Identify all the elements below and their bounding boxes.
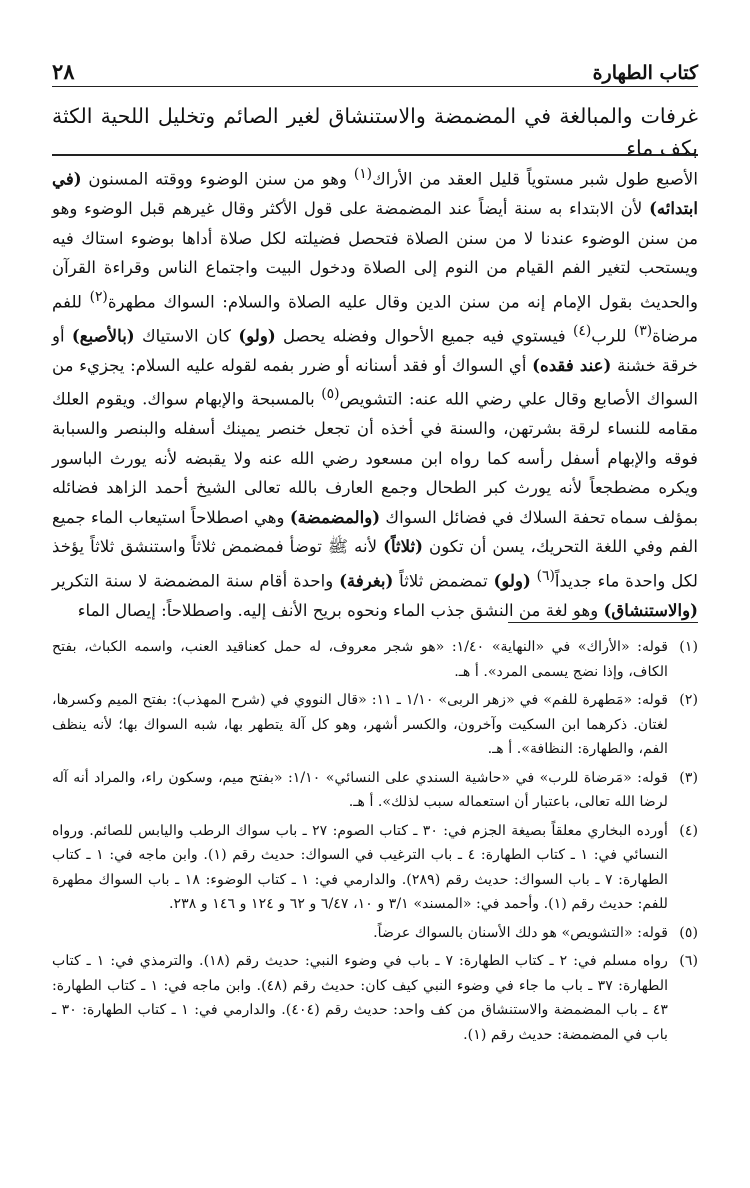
footnote: [52, 949, 698, 1047]
footnote-number: (٤): [679, 822, 698, 839]
commentary-bold: (ولو): [238, 325, 276, 346]
footnote-number: (٣): [679, 769, 698, 786]
footnote-text: قوله: «الأراك» في «النهاية» ١/٤٠: «هو شجر معروف، له حمل كعناقيد العنب، واسمه الكباث، بفتح الكاف، وإذا نضج يسمى المرد». أ هـ.: [52, 639, 669, 680]
footnote-number: (١): [679, 639, 698, 655]
footnotes-section: [52, 622, 698, 1051]
footnote-ref: (٥): [321, 386, 340, 403]
commentary-text: [52, 160, 698, 625]
commentary-bold: (عند فقده): [532, 354, 612, 375]
footnote: [52, 819, 698, 917]
commentary-bold: (ولو): [493, 570, 531, 591]
commentary-bold: (بغرفة): [339, 570, 394, 591]
commentary-bold: (والمضمضة): [289, 506, 381, 527]
footnote: [52, 635, 698, 684]
footnote-ref: (٦): [536, 567, 555, 584]
commentary-segment: وهو لغة من النشق جذب الماء ونحوه بريح الأنف إليه. واصطلاحاً: إيصال الماء: [77, 600, 604, 620]
commentary-bold: (بالأصبع): [71, 325, 135, 346]
footnote-ref: (٢): [89, 288, 108, 305]
commentary-segment: لأن الابتداء به سنة أيضاً عند المضمضة على قول الأكثر وقال غيرهم قبل الوضوء وهو من سنن الوضوء عندنا لا من سنن الصلاة فتحصل فضيلته لكل صلاة أداها بوضوء استاك فيه ويستحب لتغير الفم القيام من النوم إلى الصلاة ودخول البيت واجتماع الناس وقراءة القرآن والحديث بقول الإمام إنه من سنن الدين وقال عليه الصلاة والسلام: السواك مطهرة: [52, 199, 699, 312]
commentary-segment: أو خرقة خشنة: [52, 326, 698, 375]
footnotes-divider: [508, 622, 698, 623]
footnote-ref: (١): [353, 166, 373, 182]
commentary-segment: بالمسبحة والإبهام سواك. ويقوم العلك مقامه للنساء لرقة بشرتهن، والسنة في أخذه أن تجعل خنصر يمينك أسفله والبنصر والسبابة فوقه والإبهام أسفل رأسه كما رواه ابن مسعود رضي الله عنه ولا يقبضه لأنه يورث الباسور ويكره مضطجعاً لأنه يورث كبر الطحال وجمع العارف بالله تعالى الشيخ أحمد الزاهد فضائله بمؤلف سماه تحفة السلاك في فضائل السواك: [52, 389, 699, 527]
footnotes-list: [52, 635, 698, 1047]
footnote-number: (٥): [679, 924, 698, 941]
commentary-bold: (والاستنشاق): [603, 599, 698, 620]
commentary-segment: فيستوي فيه جميع الأحوال وفضله يحصل: [275, 326, 573, 346]
commentary-segment: وهو من سنن الوضوء ووقته المسنون: [81, 169, 354, 189]
commentary-bold: (ثلاثاً): [383, 536, 423, 557]
footnote-number: (٦): [679, 953, 698, 969]
footnote-ref: (٣): [633, 322, 653, 339]
footnote-number: (٢): [679, 692, 698, 708]
footnote: [52, 766, 698, 815]
footnote-text: قوله: «التشويص» هو دلك الأسنان بالسواك عرضاً.: [373, 924, 668, 941]
running-header: [52, 56, 698, 87]
commentary-segment: كان الاستياك: [134, 326, 239, 346]
commentary-segment: لأنه ﷺ توضأ فمضمض ثلاثاً واستنشق ثلاثاً يؤخذ لكل واحدة ماء جديداً: [52, 537, 698, 591]
matn-divider: [52, 154, 698, 156]
page-number: ٢٨: [52, 59, 75, 84]
matn-text: غرفات والمبالغة في المضمضة والاستنشاق لغير الصائم وتخليل اللحية الكثة بكف ماء: [52, 104, 698, 160]
footnote-text: قوله: «مَطهرة للفم» في «زهر الربى» ١/١٠ ـ ١١: «قال النووي في (شرح المهذب): بفتح الميم وكسرها، لغتان. ذكرهما ابن السكيت وآخرون، والكسر أشهر، وهو كل آلة يتطهر بها، شبه السواك بها؛ لأنه ينظف الفم، والطهارة: النظافة». أ هـ.: [52, 692, 668, 757]
footnote-text: أورده البخاري معلقاً بصيغة الجزم في: ٣٠ ـ كتاب الصوم: ٢٧ ـ باب سواك الرطب واليابس للصائم. ورواه النسائي في: ١ ـ كتاب الطهارة: ٤ ـ باب الترغيب في السواك: حديث رقم (١). وابن ماجه في: ١ ـ كتاب الطهارة: ٧ ـ باب السواك: حديث رقم (٢٨٩). والدارمي في: ١ ـ كتاب الوضوء: ١٨ ـ باب السواك مطهرة للفم: حديث رقم (١). وأحمد في: «المسند» ٣/١ و ١٠، ٦/٤٧ و ٦٢ و ١٢٤ و ١٤٦ و ٢٣٨.: [52, 822, 668, 912]
commentary-segment: للفم مرضاة: [52, 292, 698, 346]
commentary-segment: أي السواك أو فقد أسنانه أو ضرر بفمه لقوله عليه السلام: يجزيء من السواك الأصابع وقال علي رضي الله عنه: التشويص: [52, 355, 698, 409]
commentary-segment: تمضمض ثلاثاً: [393, 571, 494, 591]
footnote-text: رواه مسلم في: ٢ ـ كتاب الطهارة: ٧ ـ باب في وضوء النبي: حديث رقم (١٨). والترمذي في: ١ ـ كتاب الطهارة: ٣٧ ـ باب ما جاء في وضوء النبي كيف كان: حديث رقم (٤٨). وابن ماجه في: ١ ـ كتاب الطهارة: ٤٣ ـ باب المضمضة والاستنشاق من كف واحد: حديث رقم (٤٠٤). والدارمي في: ١ ـ كتاب الطهارة: ٣٠ ـ باب في المضمضة: حديث رقم (١).: [52, 953, 669, 1043]
footnote-ref: (٤): [573, 322, 592, 339]
book-title: كتاب الطهارة: [592, 62, 698, 84]
footnote: [52, 921, 698, 946]
commentary-segment: وهي اصطلاحاً استيعاب الماء جميع الفم وفي اللغة التحريك، يسن أن تكون: [52, 507, 698, 557]
commentary-segment: واحدة أقام سنة المضمضة لا سنة التكرير: [52, 571, 340, 591]
footnote: [52, 688, 698, 762]
commentary-segment: للرب: [591, 326, 634, 346]
commentary-bold: (في ابتدائه): [52, 168, 698, 219]
footnote-text: قوله: «مَرضاة للرب» في «حاشية السندي على النسائي» ١/١٠: «بفتح ميم، وسكون راء، والمراد أنه آله لرضا الله تعالى، باعتبار أن استعماله سبب لذلك». أ هـ.: [52, 769, 668, 810]
commentary-segment: الأصبع طول شبر مستوياً قليل العقد من الأراك: [372, 169, 698, 189]
